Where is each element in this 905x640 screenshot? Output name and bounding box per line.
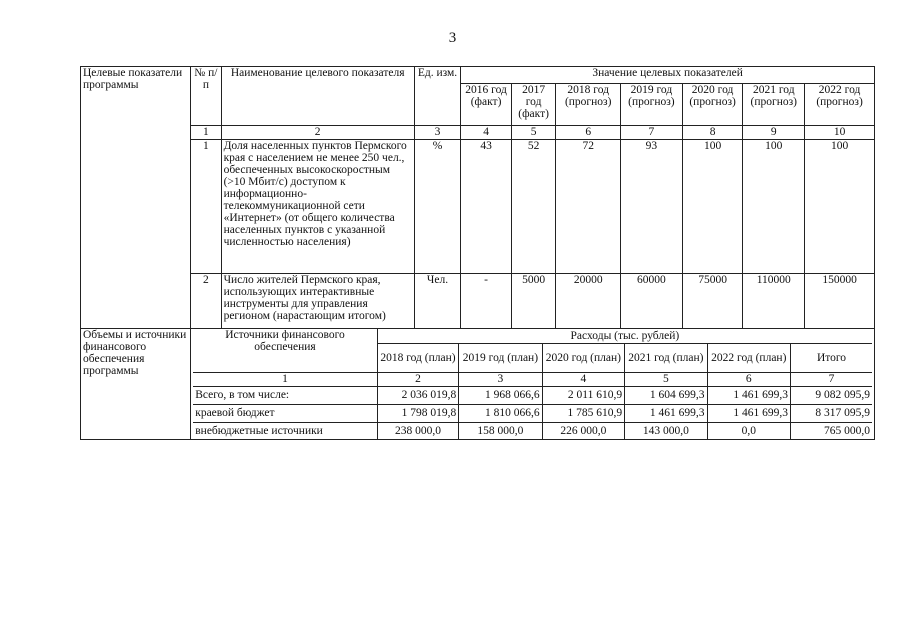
finance-col-number: 1: [193, 372, 377, 386]
targets-header-row: [81, 67, 875, 84]
finance-source-label: краевой бюджет: [193, 404, 377, 422]
finance-value: 1 798 019,8: [377, 404, 458, 422]
col-number: 5: [511, 126, 556, 140]
target-name: Число жителей Пермского края, использующих интерактивные инструменты для управления регионом (нарастающим итогом): [221, 274, 414, 329]
col-number: 10: [805, 126, 875, 140]
header-year: 2022 год (прогноз): [805, 84, 875, 126]
target-unit: Чел.: [414, 274, 461, 329]
target-value: 75000: [682, 274, 743, 329]
finance-col-number: 5: [625, 372, 707, 386]
target-row: [81, 140, 875, 274]
header-num: № п/п: [191, 67, 221, 126]
target-unit: %: [414, 140, 461, 274]
target-value: 72: [556, 140, 621, 274]
finance-year-header: 2019 год (план): [459, 343, 542, 372]
finance-value: 1 461 699,3: [625, 404, 707, 422]
finance-value: 1 810 066,6: [459, 404, 542, 422]
finance-col-number: 3: [459, 372, 542, 386]
target-value: 60000: [621, 274, 683, 329]
finance-table: [193, 329, 872, 439]
target-value: 100: [805, 140, 875, 274]
finance-value: 1 785 610,9: [542, 404, 624, 422]
col-number: 8: [682, 126, 743, 140]
finance-source-label: Всего, в том числе:: [193, 386, 377, 404]
target-value: 100: [743, 140, 805, 274]
header-year: 2018 год (прогноз): [556, 84, 621, 126]
finance-data-row: [193, 422, 872, 439]
targets-section-label: Целевые показатели программы: [81, 67, 191, 329]
header-values-title: Значение целевых показателей: [461, 67, 875, 84]
target-name: Доля населенных пунктов Пермского края с населением не менее 250 чел., обеспеченных высокоскоростным (>10 Мбит/с) доступом к информационно-телекоммуникационной сети «Интернет» (от общего количества населенных пунктов с указанной численностью населения): [221, 140, 414, 274]
target-value: 110000: [743, 274, 805, 329]
target-row: [81, 274, 875, 329]
target-num: 2: [191, 274, 221, 329]
header-unit: Ед. изм.: [414, 67, 461, 126]
finance-source-label: внебюджетные источники: [193, 422, 377, 439]
finance-value: 8 317 095,9: [791, 404, 873, 422]
finance-colnum-row: [193, 372, 872, 386]
finance-value: 765 000,0: [791, 422, 873, 439]
finance-col-number: 4: [542, 372, 624, 386]
col-number: 9: [743, 126, 805, 140]
finance-year-header: Итого: [791, 343, 873, 372]
col-number: 7: [621, 126, 683, 140]
col-number: 6: [556, 126, 621, 140]
finance-value: 143 000,0: [625, 422, 707, 439]
target-value: 150000: [805, 274, 875, 329]
finance-value: 1 604 699,3: [625, 386, 707, 404]
header-name: Наименование целевого показателя: [221, 67, 414, 126]
target-value: 52: [511, 140, 556, 274]
finance-value: 158 000,0: [459, 422, 542, 439]
finance-col-number: 6: [707, 372, 790, 386]
finance-col-number: 7: [791, 372, 873, 386]
finance-value: 226 000,0: [542, 422, 624, 439]
finance-value: 1 461 699,3: [707, 404, 790, 422]
header-year: 2020 год (прогноз): [682, 84, 743, 126]
finance-value: 2 011 610,9: [542, 386, 624, 404]
target-value: 5000: [511, 274, 556, 329]
finance-year-header: 2022 год (план): [707, 343, 790, 372]
page-number: 3: [448, 30, 457, 46]
targets-colnum-row: [81, 126, 875, 140]
header-year: 2019 год (прогноз): [621, 84, 683, 126]
col-number: 2: [221, 126, 414, 140]
header-year: 2016 год (факт): [461, 84, 512, 126]
target-value: 93: [621, 140, 683, 274]
target-value: -: [461, 274, 512, 329]
finance-section-label: Объемы и источники финансового обеспечения программы: [81, 329, 191, 440]
finance-year-header: 2020 год (план): [542, 343, 624, 372]
target-num: 1: [191, 140, 221, 274]
header-year: 2017 год (факт): [511, 84, 556, 126]
target-value: 20000: [556, 274, 621, 329]
finance-value: 1 461 699,3: [707, 386, 790, 404]
finance-value: 2 036 019,8: [377, 386, 458, 404]
col-number: 1: [191, 126, 221, 140]
finance-data-row: [193, 404, 872, 422]
finance-row: [81, 329, 875, 440]
finance-value: 9 082 095,9: [791, 386, 873, 404]
target-value: 43: [461, 140, 512, 274]
header-year: 2021 год (прогноз): [743, 84, 805, 126]
passport-table: [80, 66, 875, 440]
finance-year-header: 2021 год (план): [625, 343, 707, 372]
finance-value: 238 000,0: [377, 422, 458, 439]
finance-value: 0,0: [707, 422, 790, 439]
col-number: 3: [414, 126, 461, 140]
finance-data-row: [193, 386, 872, 404]
expenses-title: Расходы (тыс. рублей): [377, 329, 872, 343]
finance-year-header: 2018 год (план): [377, 343, 458, 372]
sources-header: Источники финансового обеспечения: [193, 329, 377, 372]
finance-col-number: 2: [377, 372, 458, 386]
finance-header-row: [193, 329, 872, 343]
col-number: 4: [461, 126, 512, 140]
target-value: 100: [682, 140, 743, 274]
finance-value: 1 968 066,6: [459, 386, 542, 404]
